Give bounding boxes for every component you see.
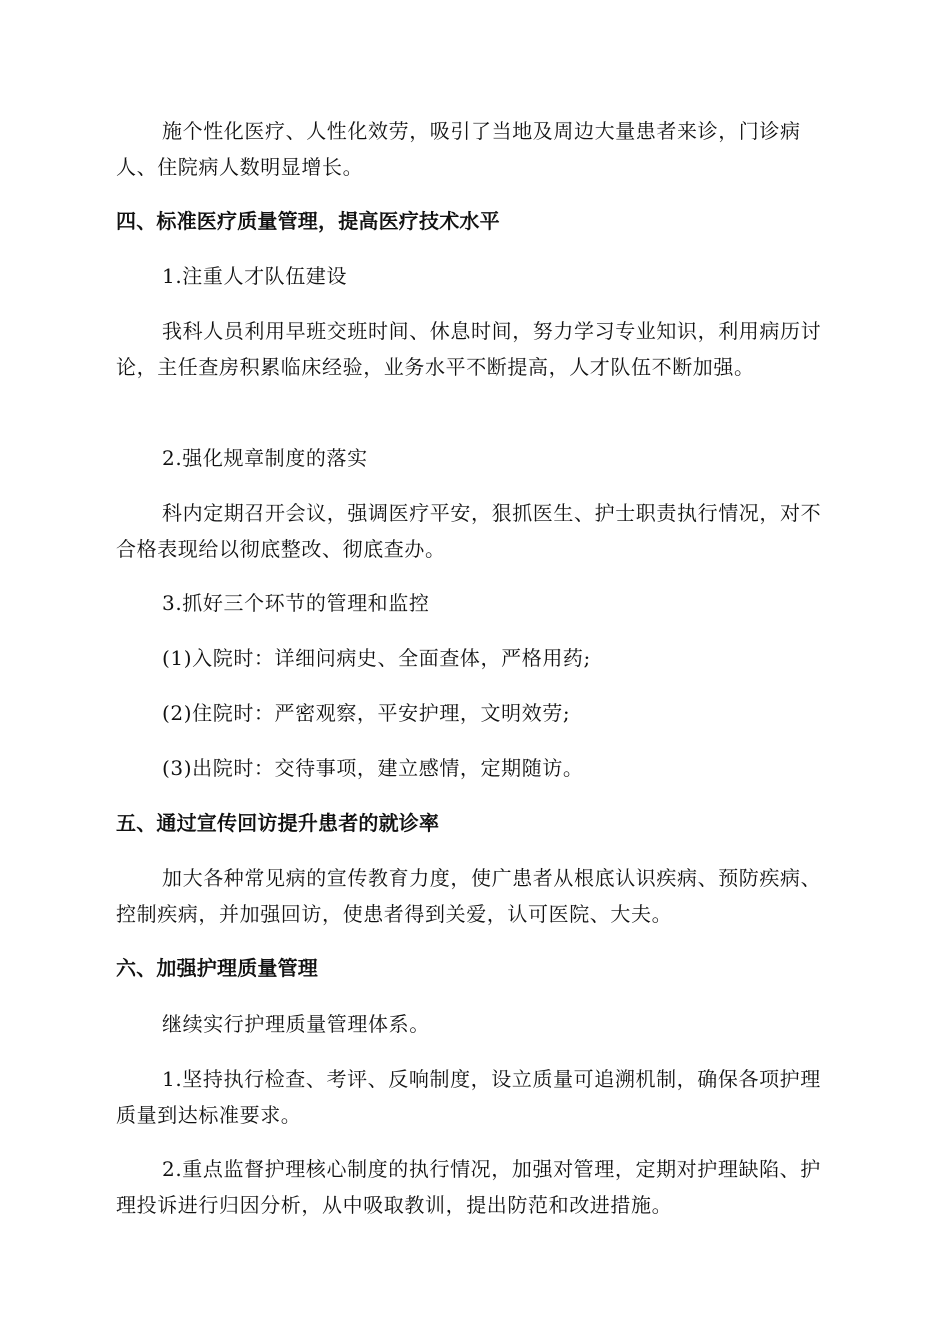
- paragraph: 1.坚持执行检查、考评、反响制度，设立质量可追溯机制，确保各项护理质量到达标准要求。: [116, 1067, 821, 1127]
- paragraph: 2.重点监督护理核心制度的执行情况，加强对管理，定期对护理缺陷、护理投诉进行归因分析，从中吸取教训，提出防范和改进措施。: [116, 1157, 821, 1217]
- list-item: (3)出院时：交待事项，建立感情，定期随访。: [162, 756, 584, 780]
- paragraph: 施个性化医疗、人性化效劳，吸引了当地及周边大量患者来诊，门诊病人、住院病人数明显增长。: [116, 119, 801, 179]
- paragraph: 我科人员利用早班交班时间、休息时间，努力学习专业知识，利用病历讨论，主任查房积累临床经验，业务水平不断提高，人才队伍不断加强。: [116, 319, 822, 379]
- paragraph: 加大各种常见病的宣传教育力度，使广患者从根底认识疾病、预防疾病、控制疾病，并加强回访，使患者得到关爱，认可医院、大夫。: [116, 866, 822, 926]
- subheading: 2.强化规章制度的落实: [162, 446, 368, 470]
- section-heading: 六、加强护理质量管理: [116, 956, 318, 980]
- list-item: (1)入院时：详细问病史、全面查体，严格用药;: [162, 646, 591, 670]
- subheading: 3.抓好三个环节的管理和监控: [162, 591, 430, 615]
- paragraph: 科内定期召开会议，强调医疗平安，狠抓医生、护士职责执行情况，对不合格表现给以彻底整改、彻底查办。: [116, 501, 822, 561]
- section-heading: 四、标准医疗质量管理，提高医疗技术水平: [116, 209, 500, 233]
- subheading: 1.注重人才队伍建设: [162, 264, 348, 288]
- list-item: (2)住院时：严密观察，平安护理，文明效劳;: [162, 701, 571, 725]
- paragraph: 继续实行护理质量管理体系。: [162, 1012, 430, 1036]
- section-heading: 五、通过宣传回访提升患者的就诊率: [116, 811, 440, 835]
